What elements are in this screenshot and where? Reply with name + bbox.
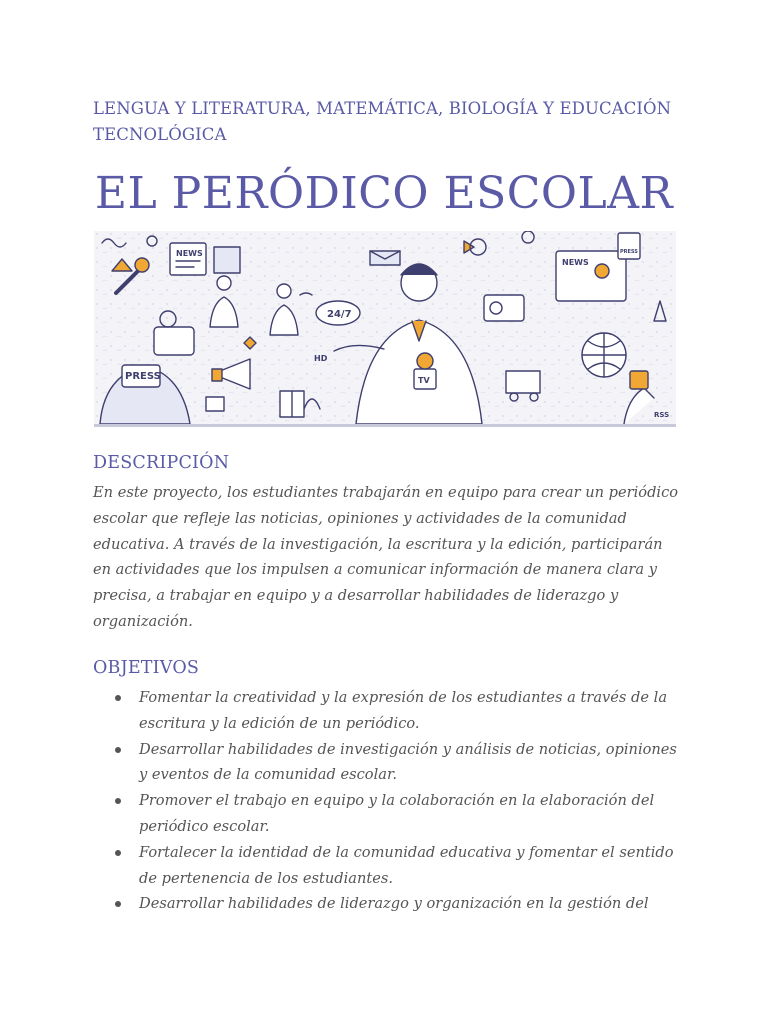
tv-mic-label: TV xyxy=(418,376,430,385)
rss-label: RSS xyxy=(654,411,670,419)
objective-text: Fomentar la creatividad y la expresión de los estudiantes a través de la escritura y la edición de un periódico. xyxy=(139,689,668,732)
illustration-svg xyxy=(94,231,676,424)
list-item xyxy=(93,788,684,840)
page-title: EL PERÓDICO ESCOLAR xyxy=(94,168,674,219)
news-screen-label: NEWS xyxy=(562,258,589,267)
list-item xyxy=(93,891,684,917)
video-camera-icon xyxy=(154,327,194,355)
list-item xyxy=(93,840,684,892)
list-item xyxy=(93,737,684,789)
press-vest-label: PRESS xyxy=(125,371,161,382)
id-card-icon xyxy=(206,397,224,411)
bullet-icon xyxy=(115,695,121,701)
objective-text: Desarrollar habilidades de liderazgo y organización en la gestión del xyxy=(139,895,649,913)
hd-label: HD xyxy=(314,354,328,363)
news-board-label: NEWS xyxy=(176,249,203,258)
news-board-icon xyxy=(170,243,206,275)
bullet-icon xyxy=(115,850,121,856)
delivery-truck-icon xyxy=(506,371,540,393)
chat-bubble-label: 24/7 xyxy=(327,309,352,320)
description-heading: DESCRIPCIÓN xyxy=(93,453,230,473)
bullet-icon xyxy=(115,747,121,753)
objective-text: Promover el trabajo en equipo y la colaboración en la elaboración del periódico escolar. xyxy=(139,792,655,835)
microphone-head-icon xyxy=(135,258,149,272)
bullet-icon xyxy=(115,798,121,804)
objective-text: Desarrollar habilidades de investigación y análisis de noticias, opiniones y eventos de la comunidad escolar. xyxy=(139,740,677,784)
newspaper-doodle-illustration xyxy=(94,231,676,427)
person-head-icon xyxy=(217,276,231,290)
open-book-icon xyxy=(280,391,304,417)
description-paragraph: En este proyecto, los estudiantes trabajarán en equipo para crear un periódico escolar que refleje las noticias, opiniones y actividades de la comunidad educativa. A través de la investigación, la escritura y la edición, participarán en actividades que los impulsen a comunicar información de manera clara y precisa, a trabajar en equipo y a desarrollar habilidades de liderazgo y organización. xyxy=(93,484,679,630)
objective-text: Fortalecer la identidad de la comunidad educativa y fomentar el sentido de pertenencia de los estudiantes. xyxy=(139,843,674,887)
list-item xyxy=(93,685,684,737)
press-badge-icon xyxy=(618,233,640,259)
subject-line: LENGUA Y LITERATURA, MATEMÁTICA, BIOLOGÍA Y EDUCACIÓN TECNOLÓGICA xyxy=(93,99,672,144)
objectives-heading: OBJETIVOS xyxy=(93,658,200,678)
bullet-icon xyxy=(115,901,121,907)
objectives-list xyxy=(93,685,693,917)
press-badge-label: PRESS xyxy=(620,249,638,255)
